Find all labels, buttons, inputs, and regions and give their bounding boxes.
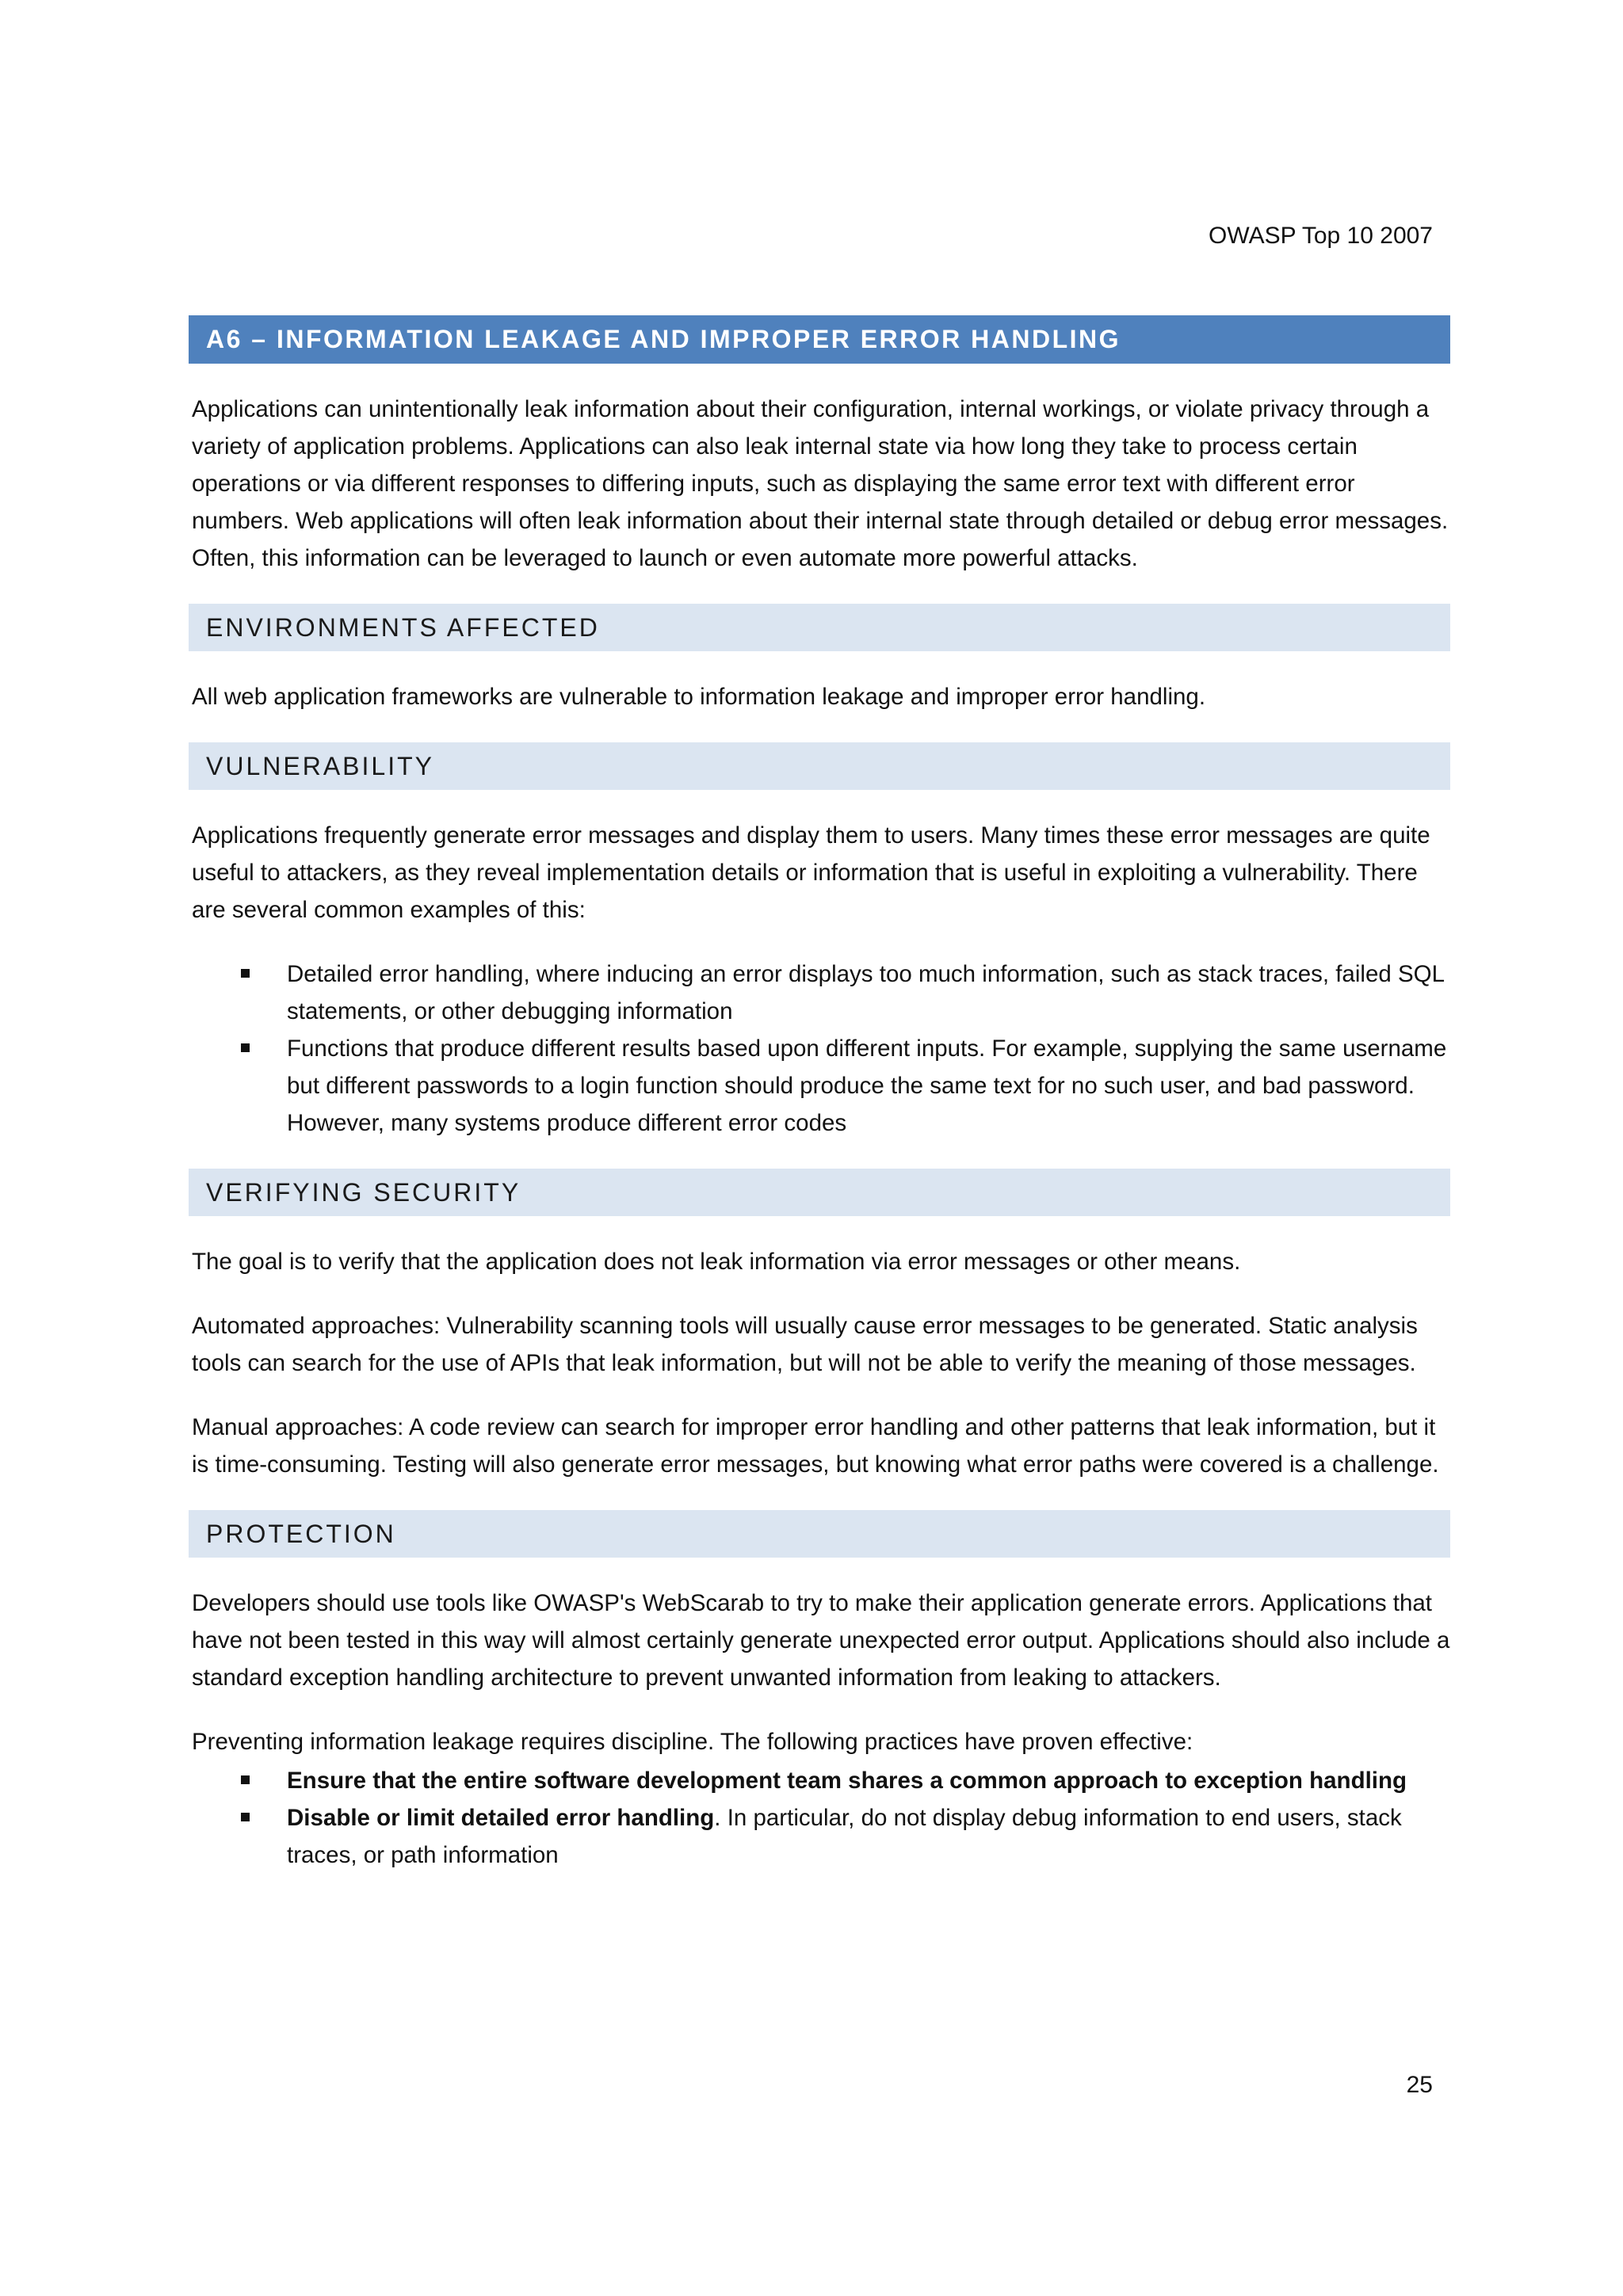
square-bullet-icon: [241, 1043, 250, 1052]
environments-paragraph: All web application frameworks are vulnerable to information leakage and improper error handling.: [192, 684, 1206, 710]
verifying-goal-paragraph: The goal is to verify that the application does not leak information via error messages or other means.: [192, 1249, 1241, 1275]
section-heading-verifying-security: VERIFYING SECURITY: [189, 1169, 1450, 1216]
page-title: A6 – INFORMATION LEAKAGE AND IMPROPER ERROR HANDLING: [189, 315, 1450, 364]
list-item-text: Detailed error handling, where inducing an error displays too much information, such as stack traces, failed SQL statements, or other debugging information: [287, 961, 1444, 1024]
list-item: [189, 1799, 1450, 1874]
square-bullet-icon: [241, 1813, 250, 1821]
section-heading-vulnerability: VULNERABILITY: [189, 742, 1450, 790]
section-heading-environments: ENVIRONMENTS AFFECTED: [189, 604, 1450, 651]
list-item-bold-text: Disable or limit detailed error handling: [287, 1805, 715, 1831]
list-item-text: Functions that produce different results based upon different inputs. For example, supplying the same username but different passwords to a login function should produce the same text for no such user, and bad password. However, many systems produce different error codes: [287, 1035, 1447, 1136]
manual-approaches-paragraph: Manual approaches: A code review can search for improper error handling and other patterns that leak information, but it is time-consuming. Testing will also generate error messages, but knowing what error paths were covered is a challenge.: [192, 1414, 1439, 1478]
square-bullet-icon: [241, 969, 250, 978]
protection-paragraph: Developers should use tools like OWASP's WebScarab to try to make their application generate errors. Applications that have not been tested in this way will almost certainly generate unexpected error output. Applications should also include a standard exception handling architecture to prevent unwanted information from leaking to attackers.: [192, 1590, 1450, 1691]
practices-intro-paragraph: Preventing information leakage requires discipline. The following practices have proven effective:: [192, 1729, 1193, 1755]
running-header: OWASP Top 10 2007: [1209, 223, 1433, 249]
vulnerability-bullet-list: [189, 955, 1450, 1142]
list-item: [189, 955, 1450, 1030]
list-item-text: . In particular, do not display debug information to end users, stack traces, or path information: [287, 1805, 1402, 1868]
protection-bullet-list: [189, 1762, 1450, 1874]
square-bullet-icon: [241, 1775, 250, 1784]
vulnerability-paragraph: Applications frequently generate error messages and display them to users. Many times these error messages are quite useful to attackers, as they reveal implementation details or information that is useful in exploiting a vulnerability. There are several common examples of this:: [192, 822, 1430, 923]
list-item-bold-text: Ensure that the entire software development team shares a common approach to exception handling: [287, 1768, 1407, 1794]
intro-paragraph: Applications can unintentionally leak information about their configuration, internal workings, or violate privacy through a variety of application problems. Applications can also leak internal state via how long they take to process certain operations or via different responses to differing inputs, such as displaying the same error text with different error numbers. Web applications will often leak information about their internal state through detailed or debug error messages. Often, this information can be leveraged to launch or even automate more powerful attacks.: [192, 396, 1449, 571]
automated-approaches-paragraph: Automated approaches: Vulnerability scanning tools will usually cause error messages to be generated. Static analysis tools can search for the use of APIs that leak information, but will not be able to verify the meaning of those messages.: [192, 1313, 1418, 1376]
list-item: [189, 1030, 1450, 1142]
page-content: [189, 315, 1450, 1901]
list-item: [189, 1762, 1450, 1799]
page-number: 25: [1406, 2072, 1433, 2098]
section-heading-protection: PROTECTION: [189, 1510, 1450, 1558]
